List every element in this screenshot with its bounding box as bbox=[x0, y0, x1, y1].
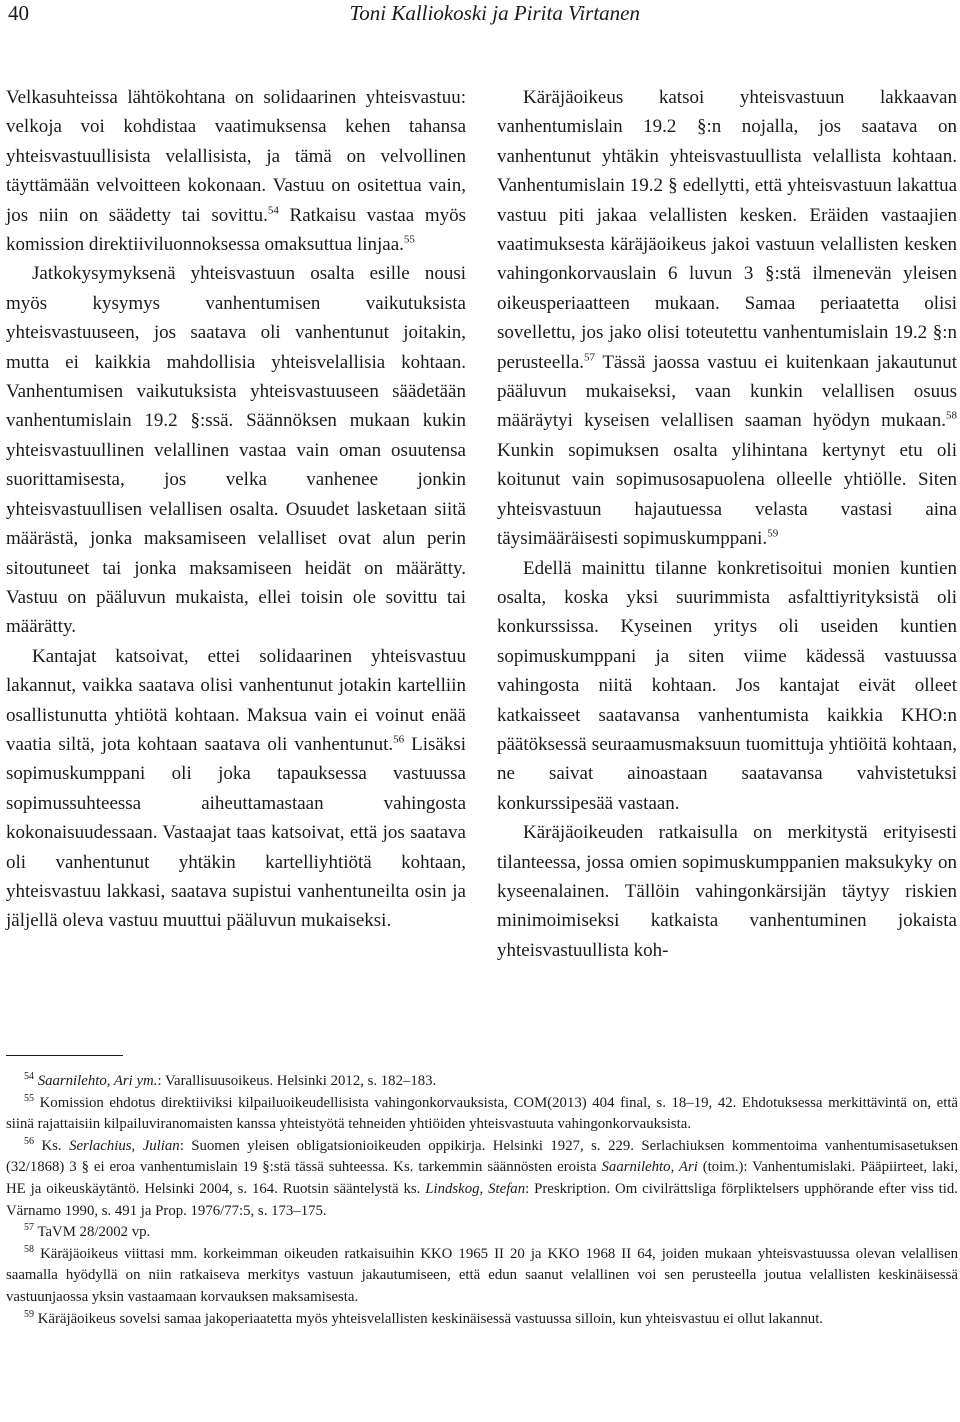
paragraph: Käräjäoikeuden ratkaisulla on merkitystä erityisesti tilanteessa, jossa omien sopimuskumppanien maksukyky on kyseenalainen. Tällöin vahingonkärsijän täytyy riskien minimoimiseksi katkaista vanhentuminen jokaista yhteisvastuullista koh- bbox=[497, 822, 957, 961]
footnote-text: TaVM 28/2002 vp. bbox=[37, 1224, 151, 1241]
footnote-ref: 55 bbox=[403, 233, 415, 246]
footnote-divider bbox=[6, 1055, 123, 1056]
footnote-ref: 56 bbox=[393, 733, 405, 746]
left-column bbox=[6, 83, 466, 936]
paragraph: Edellä mainittu tilanne konkretisoitui monien kuntien osalta, koska yksi suurimmista asfalttiyrityksistä oli konkurssissa. Kyseinen yritys oli useiden kuntien sopimuskumppani ja siten viime kädessä vastuussa vahingosta niitä kohtaan. Jos kantajat eivät olleet katkaisseet saatavansa vanhentumista kaikkia KHO:n päätöksessä seuraamusmaksuun tuomittuja yhtiöitä kohtaan, ne saivat ainoastaan saatavansa vahvistetuksi konkurssipesää vastaan. bbox=[497, 557, 957, 814]
footnote-number: 54 bbox=[24, 1071, 34, 1083]
footnote bbox=[6, 1136, 958, 1222]
footnote bbox=[6, 1071, 958, 1093]
author-name: Serlachius, Julian bbox=[69, 1137, 180, 1154]
footnote-text: : Preskription. Om civilrättsliga förpliktelsers upphörande efter viss tid. Värnamo 1990, s. 491 ja Prop. 1976/77:5, s. 173–175. bbox=[6, 1180, 958, 1219]
right-column bbox=[497, 83, 957, 965]
paragraph bbox=[497, 83, 957, 554]
paragraph bbox=[6, 83, 466, 259]
running-title: Toni Kalliokoski ja Pirita Virtanen bbox=[349, 1, 640, 25]
footnote-text: Komission ehdotus direktiiviksi kilpailuoikeudellisista vahingonkorvauksista, COM(2013) 404 final, s. 18–19, 42. Ehdotuksessa merkittävintä on, että siinä rajattaisiin kilpailuviranomaisten kanssa yhteistyötä tehneiden yhtiöiden yhteisvastuuta vahingonkorvauksista. bbox=[6, 1094, 959, 1133]
footnotes bbox=[6, 1071, 958, 1330]
footnote-text: : Varallisuusoikeus. Helsinki 2012, s. 182–183. bbox=[157, 1073, 437, 1089]
footnote-ref: 59 bbox=[767, 527, 779, 540]
paragraph-text: Kunkin sopimuksen osalta ylihintana kertynyt etu oli koitunut vain sopimusosapuolena olleelle yhtiölle. Siten yhteisvastuun hajautuessa velasta vastasi aina täysimääräisesti sopimuskumppani. bbox=[497, 439, 957, 550]
paragraph-text: Lisäksi sopimuskumppani oli joka tapauksessa vastuussa sopimussuhteessa aiheuttamastaan vahingosta kokonaisuudessaan. Vastaajat taas katsoivat, että jos saatava oli vanhentunut yhtäkin kartelliyhtiötä kohtaan, yhteisvastuu lakkasi, saatava supistui vanhentuneilta osin ja jäljellä oleva vastuu muuttui pääluvun mukaiseksi. bbox=[6, 733, 467, 932]
footnote-number: 55 bbox=[24, 1092, 34, 1104]
paragraph-text: Käräjäoikeus katsoi yhteisvastuun lakkaavan vanhentumislain 19.2 §:n nojalla, jos saatava on vanhentunut yhtäkin yhteisvastuullista velallista kohtaan. Vanhentumislain 19.2 § edellytti, että yhteisvastuun lakattua vastuu piti jakaa velallisten kesken. Eräiden vastaajien vaatimuksesta käräjäoikeus jakoi vastuun velallisten kesken vahingonkorvauslain 6 luvun 3 §:stä ilmenevän yleisen oikeusperiaatteen mukaan. Samaa periaatetta olisi sovellettu, jos jako olisi toteutettu vanhentumislain 19.2 §:n perusteella. bbox=[497, 87, 957, 373]
footnote-text: Käräjäoikeus sovelsi samaa jakoperiaatetta myös yhteisvelallisten keskinäisessä vastuussa silloin, kun yhteisvastuu ei ollut lakannut. bbox=[37, 1310, 824, 1327]
footnote-text: Käräjäoikeus viittasi mm. korkeimman oikeuden ratkaisuihin KKO 1965 II 20 ja KKO 1968 II 64, joiden mukaan yhteisvastuussa olevan velallisen saamalla hyödyllä on niin ratkaiseva merkitys vastuun jakautumiseen, että edun saanut velallinen voi sen perusteella joutua velallisten keskinäisessä vastuunjaossa yksin vastaamaan korvauksen maksamisesta. bbox=[6, 1245, 958, 1305]
page-header bbox=[0, 0, 960, 34]
page-number: 40 bbox=[8, 1, 29, 25]
footnote-number: 58 bbox=[24, 1243, 34, 1255]
footnote bbox=[6, 1309, 958, 1331]
footnote-number: 59 bbox=[24, 1308, 34, 1320]
paragraph-text: Kantajat katsoivat, ettei solidaarinen yhteisvastuu lakannut, vaikka saatava olisi vanhentunut jotakin kartelliin osallistunutta yhtiötä kohtaan. Maksua vain ei voinut enää vaatia siltä, jota kohtaan saatava oli vanhentunut. bbox=[6, 645, 466, 755]
footnote bbox=[6, 1093, 958, 1136]
footnote-ref: 58 bbox=[946, 410, 957, 423]
author-name: Saarnilehto, Ari bbox=[601, 1159, 698, 1176]
author-name: Lindskog, Stefan bbox=[425, 1180, 526, 1197]
footnote-text: Ks. bbox=[41, 1137, 70, 1154]
footnote-number: 56 bbox=[24, 1135, 34, 1147]
footnote-number: 57 bbox=[24, 1222, 34, 1234]
footnote-ref: 54 bbox=[267, 204, 279, 217]
author-name: Saarnilehto, Ari ym. bbox=[37, 1073, 158, 1089]
paragraph: Jatkokysymyksenä yhteisvastuun osalta esille nousi myös kysymys vanhentumisen vaikutuksista yhteisvastuuseen, jos saatava oli vanhentunut joitakin, mutta ei kaikkia mahdollisia yhteisvelallisia kohtaan. Vanhentumisen vaikutuksista yhteisvastuuseen säädetään vanhentumislain 19.2 §:ssä. Säännöksen mukaan kukin yhteisvastuullinen velallinen vastaa vain oman osuutensa suorittamisesta, jos velka vanhenee jonkin yhteisvastuullisen velallisen osalta. Osuudet lasketaan siitä määrästä, jonka maksamiseen velalliset ovat alun perin sitoutuneet tai jonka maksamiseen heidät on määrätty. Vastuu on pääluvun mukaista, ellei toisin ole sovittu tai määrätty. bbox=[6, 263, 466, 638]
footnote-text: (toim.): Vanhentumislaki. Pääpiirteet, laki, HE ja oikeuskäytäntö. Helsinki 2004, s. 164. Ruotsin sääntelystä ks. bbox=[6, 1159, 958, 1197]
footnote-ref: 57 bbox=[584, 351, 596, 364]
paragraph-text: Tässä jaossa vastuu ei kuitenkaan jakautunut pääluvun mukaiseksi, vaan kunkin velallisen osuus määräytyi kyseisen velallisen saaman hyödyn mukaan. bbox=[497, 351, 957, 432]
footnote bbox=[6, 1244, 958, 1309]
footnote bbox=[6, 1222, 958, 1244]
paragraph-text: Ratkaisu vastaa myös komission direktiiviluonnoksessa omaksuttua linjaa. bbox=[6, 204, 467, 256]
paragraph-text: Velkasuhteissa lähtökohtana on solidaarinen yhteisvastuu: velkoja voi kohdistaa vaatimuksensa kehen tahansa yhteisvastuullisista velallisista, ja tämä on velvollinen täyttämään velvoitteen kokonaan. Vastuu on ositettua vain, jos niin on säädetty tai sovittu. bbox=[6, 87, 466, 226]
footnote-text: : Suomen yleisen obligatsionioikeuden oppikirja. Helsinki 1927, s. 229. Serlachiuksen kommentoima vanhentumisasetuksen (32/1868) 3 § ei eroa vanhentumislain 19 §:stä tässä suhteessa. Ks. tarkemmin säännösten eroista bbox=[6, 1137, 958, 1176]
paragraph bbox=[6, 642, 466, 936]
